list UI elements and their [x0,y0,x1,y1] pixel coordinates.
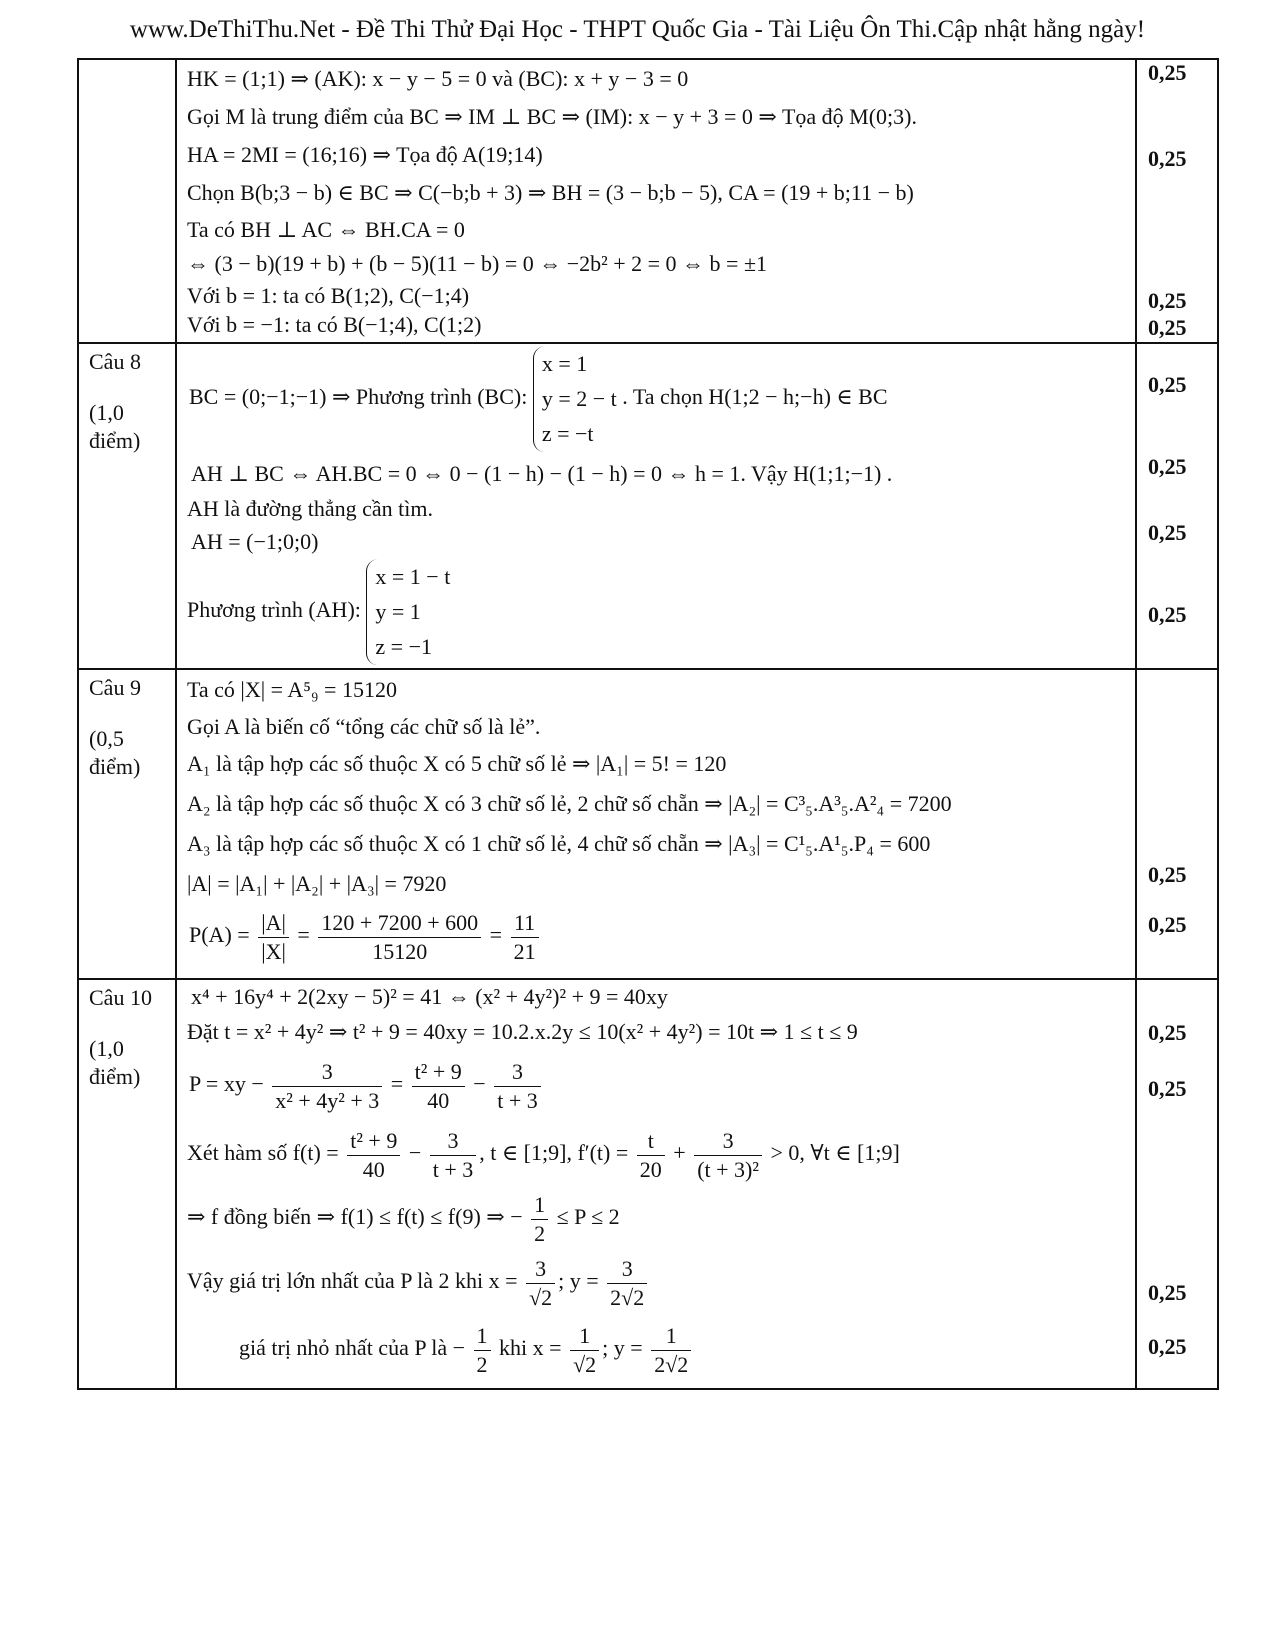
solution-cell-10 [176,979,1136,1389]
solution-line: Chọn B(b;3 − b) ∈ BC ⇒ C(−b;b + 3) ⇒ BH = (3 − b;b − 5), CA = (19 + b;11 − b) [187,180,914,205]
solution-line: Ta có |X| = A⁵₉ = 15120 [187,677,397,702]
solution-cell-continuation [176,59,1136,343]
solution-line: ⇒ f đồng biến ⇒ f(1) ≤ f(t) ≤ f(9) ⇒ − $\frac{1}{2}$ ≤ P ≤ 2 [187,1192,620,1246]
fraction: $\frac{\text{t² + 9}}{40}$ [347,1127,400,1183]
score: 0,25 [1148,60,1187,85]
solution-line: AH là đường thẳng cần tìm. [187,496,433,521]
solution-line: P = xy − $\frac{3}{\text{x² + 4y² + 3}}$ = $\frac{\text{t² + 9}}{40}$ − $\frac{3}{t + 3}$ [187,1050,1129,1122]
solution-line: HK = (1;1) ⇒ (AK): x − y − 5 = 0 và (BC): x + y − 3 = 0 [187,66,689,91]
score: 0,25 [1148,1076,1187,1101]
equation-system: x = 1 y = 2 − t z = −t [533,346,617,452]
question-cell-10 [78,979,176,1389]
score-cell [1136,343,1218,669]
score: 0,25 [1148,146,1187,171]
score: 0,25 [1148,372,1187,397]
score: 0,25 [1148,862,1187,887]
solution-line: Gọi A là biến cố “tổng các chữ số là lẻ”. [187,714,541,739]
solution-line: giá trị nhỏ nhất của P là − $\frac{1}{2}$ khi x = $\frac{1}{√2}$ ; y = $\frac{1}{2√2}$ [187,1316,1129,1384]
fraction: $\frac{3}{\text{(t + 3)²}}$ [694,1127,762,1183]
fraction: $\frac{3}{\text{x² + 4y² + 3}}$ [272,1058,382,1114]
row-question-9 [78,669,1218,979]
fraction: $\frac{\text{t² + 9}}{40}$ [412,1058,465,1114]
solution-line: x⁴ + 16y⁴ + 2(2xy − 5)² = 41 ⇔ (x² + 4y²)² + 9 = 40xy [191,984,668,1009]
solution-line: Đặt t = x² + 4y² ⇒ t² + 9 = 40xy = 10.2.x.2y ≤ 10(x² + 4y²) = 10t ⇒ 1 ≤ t ≤ 9 [187,1019,858,1044]
solution-line: Xét hàm số f(t) = $\frac{\text{t² + 9}}{40}$ − $\frac{3}{t + 3}$ , t ∈ [1;9], f′(t) = $\frac{t}{20}$ + $\frac{3}{\text{(t + 3)²}}$ > 0, ∀t ∈ [1;9] [187,1128,900,1182]
row-question-8 [78,343,1218,669]
score: 0,25 [1148,602,1187,627]
question-points: (1,0 điểm) [89,399,141,454]
fraction: $\frac{3}{√2}$ [526,1255,555,1311]
fraction: $\frac{1}{2}$ [474,1322,491,1378]
score: 0,25 [1148,1334,1187,1359]
fraction: $\frac{3}{t + 3}$ [494,1058,541,1114]
solution-line: BC = (0;−1;−1) ⇒ Phương trình (BC): x = 1 y = 2 − t z = −t . Ta chọn H(1;2 − h;−h) ∈ BC [187,344,1129,454]
score: 0,25 [1148,1280,1187,1305]
score-cell [1136,59,1218,343]
fraction: $\frac{|A|}{|X|}$ [258,909,289,965]
solution-line: Ta có BH ⊥ AC ⇔ BH.CA = 0 [187,217,465,242]
row-continuation [78,59,1218,343]
solution-line: AH = (−1;0;0) [191,529,319,554]
solution-line: A₂ là tập hợp các số thuộc X có 3 chữ số lẻ, 2 chữ số chẵn ⇒ |A₂| = C³₅.A³₅.A²₄ = 7200 [187,791,952,816]
solution-table [77,58,1219,1390]
solution-line: A₃ là tập hợp các số thuộc X có 1 chữ số lẻ, 4 chữ số chẵn ⇒ |A₃| = C¹₅.A¹₅.P₄ = 600 [187,831,931,856]
question-label: Câu 8 [89,349,141,374]
score-cell [1136,979,1218,1389]
question-points: (0,5 điểm) [89,725,141,780]
fraction: $\frac{1}{2√2}$ [651,1322,691,1378]
question-label: Câu 10 [89,985,152,1010]
fraction: $\frac{3}{2√2}$ [607,1255,647,1311]
solution-cell-9 [176,669,1136,979]
question-cell-8 [78,343,176,669]
fraction: $\frac{1}{2}$ [531,1191,548,1247]
fraction: $\frac{1}{√2}$ [570,1322,599,1378]
solution-line: AH ⊥ BC ⇔ AH.BC = 0 ⇔ 0 − (1 − h) − (1 − h) = 0 ⇔ h = 1. Vậy H(1;1;−1) . [191,461,893,486]
solution-line: ⇔ (3 − b)(19 + b) + (b − 5)(11 − b) = 0 ⇔ −2b² + 2 = 0 ⇔ b = ±1 [187,251,768,276]
page-header: www.DeThiThu.Net - Đề Thi Thử Đại Học - THPT Quốc Gia - Tài Liệu Ôn Thi.Cập nhật hằng ngày! [129,16,1146,43]
score-cell [1136,669,1218,979]
question-cell-9 [78,669,176,979]
score: 0,25 [1148,288,1187,313]
score: 0,25 [1148,454,1187,479]
solution-line: P(A) = $\frac{|A|}{|X|}$ = $\frac{120 + 7200 + 600}{15120}$ = $\frac{11}{21}$ [187,904,1129,970]
solution-line: |A| = |A₁| + |A₂| + |A₃| = 7920 [187,871,447,896]
score: 0,25 [1148,912,1187,937]
question-points: (1,0 điểm) [89,1035,141,1090]
solution-line: A₁ là tập hợp các số thuộc X có 5 chữ số lẻ ⇒ |A₁| = 5! = 120 [187,751,727,776]
fraction: $\frac{3}{t + 3}$ [430,1127,477,1183]
solution-line: HA = 2MI = (16;16) ⇒ Tọa độ A(19;14) [187,142,543,167]
score: 0,25 [1148,520,1187,545]
solution-cell-8 [176,343,1136,669]
question-cell-empty [78,59,176,343]
question-label: Câu 9 [89,675,141,700]
solution-line: Gọi M là trung điểm của BC ⇒ IM ⊥ BC ⇒ (IM): x − y + 3 = 0 ⇒ Tọa độ M(0;3). [187,104,917,129]
fraction: $\frac{t}{20}$ [637,1127,665,1183]
score: 0,25 [1148,315,1187,340]
solution-line: Phương trình (AH): x = 1 − t y = 1 z = −1 [187,560,1129,664]
solution-line: Với b = 1: ta có B(1;2), C(−1;4) [187,283,470,308]
score: 0,25 [1148,1020,1187,1045]
row-question-10 [78,979,1218,1389]
fraction: $\frac{120 + 7200 + 600}{15120}$ [318,909,481,965]
equation-system: x = 1 − t y = 1 z = −1 [366,559,450,665]
solution-line: Vậy giá trị lớn nhất của P là 2 khi x = $\frac{3}{√2}$ ; y = $\frac{3}{2√2}$ [187,1250,1129,1316]
solution-line: Với b = −1: ta có B(−1;4), C(1;2) [187,312,482,337]
fraction: $\frac{11}{21}$ [511,909,539,965]
